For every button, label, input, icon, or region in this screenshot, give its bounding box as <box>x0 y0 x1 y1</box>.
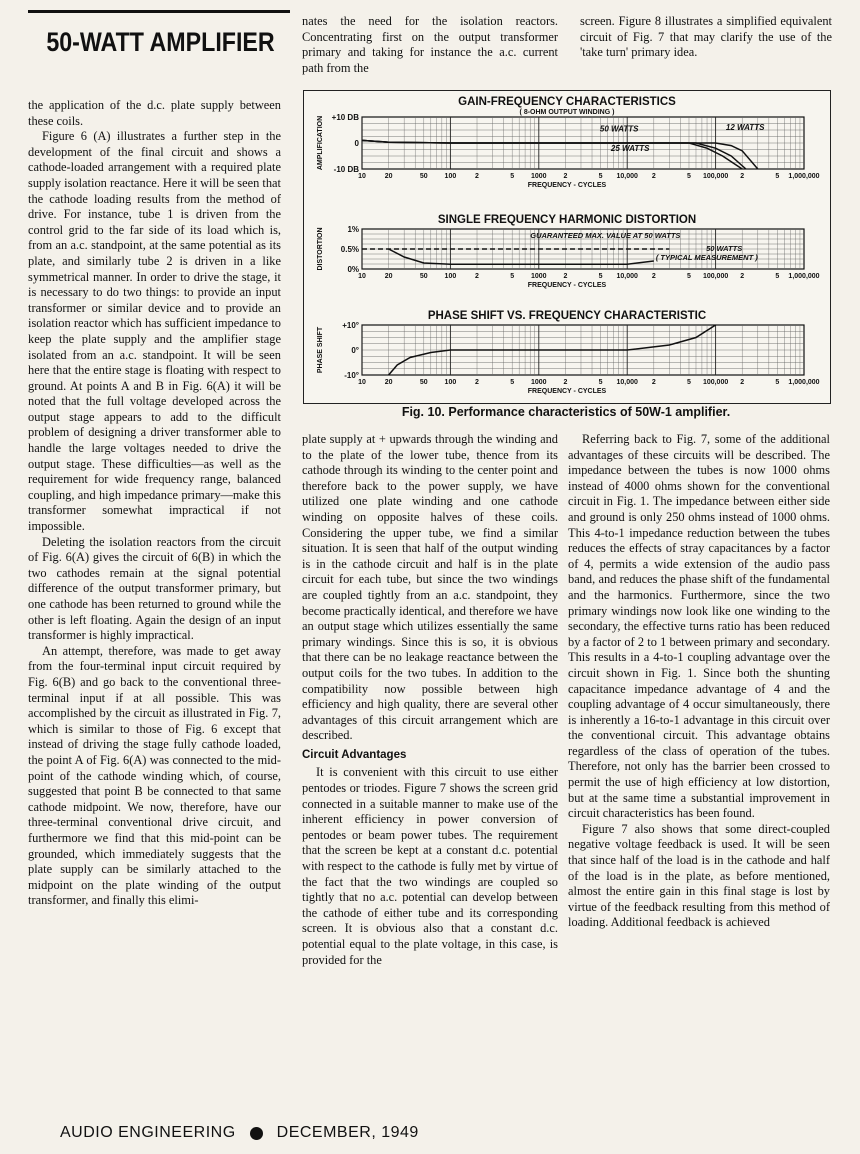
x-tick-label: 100 <box>444 379 457 386</box>
section-heading: Circuit Advantages <box>302 748 407 761</box>
performance-charts <box>304 91 830 403</box>
paragraph: Deleting the isolation reactors from the circuit of Fig. 6(A) gives the circuit of 6(B) in which the two cathodes remain at the signal potential difference of the output transformer primary, but one cathode has been returned to ground while the other is left floating. Again the design of an input transformer is highly impractical. <box>28 534 281 643</box>
paragraph: Figure 6 (A) illustrates a further step in the development of the final circuit and shows a cathode-loaded arrangement with a required plate supply isolation reactance. Here it will be seen that the cathode loading results from the method of drive. For instance, tube 1 is driven from the control grid to the far side of its load which is, from an a.c. standpoint, at the same potential as its plate, and similarly tube 2 is driven in a like symmetrical manner. In order to drive the stage, it is necessary to do two things: to provide an input transformer or similar device and to provide an isolation reactor which has sufficient impedance to keep the plate supply and the amplifier stage isolated from an a.c. standpoint. It will be seen here that the entire stage is floating with respect to ground. At points A and B in Fig. 6(A) it will be noted that the full voltage developed across the output stage appears to add to the difficult problem of designing a driver transformer able to handle the large voltages needed to drive the output stage. These difficulties—as well as the requirement for wide frequency range, balanced coupling, and high impedance primary—make this transformer somewhat impractical if not impossible. <box>28 129 281 534</box>
x-tick-label: 2 <box>740 379 745 386</box>
title-rule <box>28 10 290 13</box>
column-middle <box>302 432 558 1104</box>
x-tick-label: 2 <box>740 273 745 280</box>
x-tick-label: 50 <box>419 379 428 386</box>
series-line <box>362 140 746 169</box>
x-tick-label: 5 <box>510 173 515 180</box>
figure-10 <box>303 90 831 404</box>
series-label: 25 WATTS <box>610 143 650 153</box>
x-tick-label: 2 <box>651 379 656 386</box>
y-tick-label: 0° <box>351 346 359 355</box>
y-tick-label: 0% <box>347 265 359 274</box>
x-tick-label: 1000 <box>531 379 547 386</box>
x-tick-label: 20 <box>384 379 393 386</box>
x-tick-label: 10 <box>358 173 366 180</box>
x-tick-label: 5 <box>687 273 691 280</box>
x-tick-label: 2 <box>651 173 656 180</box>
x-tick-label: 5 <box>598 273 603 280</box>
paragraph: plate supply at + upwards through the winding and to the plate of the lower tube, thence from its cathode through its winding to the center point and therefore back to the power supply, we have utilized one plate winding and one cathode winding on opposite halves of these coils. Considering the upper tube, we find a similar situation. It is seen that half of the output winding is in the cathode circuit and half is in the plate circuit for each tube, but since the two windings are coupled tightly from an a.c. standpoint, they become practically identical, and therefore we have an output stage which utilizes essentially the same primary windings. Since this is so, it is obvious that there can be no leakage reactance between the output coils for the two tubes. In addition to the compatibility now possible between high efficiency and high quality, there are several other advantages of this circuit arrangement which are described. <box>302 432 558 743</box>
y-tick-label: -10° <box>344 371 359 380</box>
y-axis-label: PHASE SHIFT <box>317 326 324 374</box>
x-tick-label: 10,000 <box>616 379 638 386</box>
x-tick-label: 100,000 <box>702 273 729 280</box>
paragraph: It is convenient with this circuit to use either pentodes or triodes. Figure 7 shows the screen grid connected in a suitable manner to make use of the inherent efficiency in power conversion of pentodes or beam power tubes. The requirement that the screen be kept at a constant d.c. potential with respect to the cathode is fully met by virtue of the fact that the two windings are coupled so tightly that no a.c. potential can develop between the cathode of either tube and its corresponding screen. It is obvious also that a constant d.c. potential equal to the plate voltage, in this case, is provided for the <box>302 765 558 967</box>
y-tick-label: 0.5% <box>340 245 359 254</box>
chart-title: SINGLE FREQUENCY HARMONIC DISTORTION <box>437 214 697 226</box>
x-tick-label: 10 <box>358 379 366 386</box>
paragraph: nates the need for the isolation reactors. Concentrating first on the output transformer primary and taking for instance the a.c. current path from the <box>302 14 558 75</box>
annotation: ( TYPICAL MEASUREMENT ) <box>655 253 758 262</box>
figure-caption: Fig. 10. Performance characteristics of 50W-1 amplifier. <box>401 405 731 419</box>
issue-date: DECEMBER, 1949 <box>276 1124 419 1141</box>
x-tick-label: 5 <box>510 273 515 280</box>
x-tick-label: 5 <box>775 379 780 386</box>
article-title: 50-WATT AMPLIFIER <box>46 27 275 57</box>
annotation: 50 WATTS <box>706 244 743 253</box>
x-tick-label: 1,000,000 <box>788 173 820 180</box>
annotation: GUARANTEED MAX. VALUE AT 50 WATTS <box>530 231 681 240</box>
x-tick-label: 10,000 <box>616 273 638 280</box>
y-tick-label: +10 DB <box>331 113 359 122</box>
x-tick-label: 10 <box>358 273 366 280</box>
y-tick-label: 1% <box>347 225 359 234</box>
x-tick-label: 50 <box>419 173 428 180</box>
x-axis-label: FREQUENCY - CYCLES <box>527 388 607 395</box>
x-tick-label: 2 <box>475 173 479 180</box>
x-tick-label: 5 <box>775 173 780 180</box>
x-tick-label: 2 <box>740 173 745 180</box>
x-axis-label: FREQUENCY - CYCLES <box>527 182 607 189</box>
y-tick-label: +10° <box>342 321 359 330</box>
column-left <box>28 98 281 1138</box>
x-tick-label: 2 <box>475 273 479 280</box>
y-axis-label: AMPLIFICATION <box>317 115 324 171</box>
paragraph: An attempt, therefore, was made to get away from the four-terminal input circuit required by Fig. 6(B) and go back to the conventional three-terminal input if at all possible. This was accomplished by the circuit as illustrated in Fig. 7, which is similar to those of Fig. 6 except that instead of driving the stage fully cathode loaded, the point A of Fig. 6(A) was connected to the mid-point of the cathode winding which, of course, suggested that point B be connected to that same cathode midpoint. We now, therefore, have our three-terminal conventional drive circuit, and furthermore we find that this mid-point can be grounded, which immediately suggests that the plate supply can be similarly attached to the midpoint on the plate winding of the output transformer, and finally this elimi- <box>28 643 281 908</box>
x-tick-label: 2 <box>651 273 656 280</box>
x-tick-label: 50 <box>419 273 428 280</box>
x-tick-label: 5 <box>598 379 603 386</box>
y-tick-label: -10 DB <box>333 165 359 174</box>
x-tick-label: 5 <box>598 173 603 180</box>
chart-subtitle: ( 8-OHM OUTPUT WINDING ) <box>519 109 615 116</box>
series-line <box>362 140 758 169</box>
x-tick-label: 5 <box>510 379 515 386</box>
paragraph: the application of the d.c. plate supply between these coils. <box>28 98 281 128</box>
page-footer <box>60 1124 760 1142</box>
x-tick-label: 1000 <box>531 173 547 180</box>
series-label: 12 WATTS <box>725 123 765 132</box>
x-tick-label: 1000 <box>531 273 547 280</box>
x-tick-label: 100 <box>444 273 457 280</box>
column-middle-top <box>302 14 558 84</box>
x-tick-label: 5 <box>687 379 691 386</box>
paragraph: Referring back to Fig. 7, some of the additional advantages of these circuits will be described. The impedance between the tubes is now 1000 ohms instead of 4000 ohms shown for the conventional circuit in Fig. 1. The impedance between either side and ground is only 250 ohms instead of 1000 ohms. This 4-to-1 impedance reduction between the tubes reduces the effects of stray capacitances by a factor of 4, permits a wide extension of the audio pass band, and reduces the phase shift of the fundamental and the harmonics. Furthermore, since the two primary windings now look like one winding to the secondary, the effective turns ratio has been reduced by a factor of 2 to 1 between primary and secondary. This results in a 4-to-1 coupling advantage over the circuit shown in Fig. 1. Since both the shunting capacitance impedance advantage of 4 and the coupling advantage of 4 occur simultaneously, there is inherently a 16-to-1 advantage in this circuit over the conventional circuit. This advantage obtains regardless of the class of operation of the tubes. Therefore, not only has the barrier been crossed to permit the use of high efficiency at low distortion, but at the same time a substantial improvement in circuit characteristics has been found. <box>568 432 830 821</box>
series-line <box>362 140 742 169</box>
x-tick-label: 10,000 <box>616 173 638 180</box>
y-tick-label: 0 <box>354 139 359 148</box>
x-tick-label: 1,000,000 <box>788 379 820 386</box>
x-tick-label: 5 <box>687 173 691 180</box>
x-tick-label: 5 <box>775 273 780 280</box>
chart-title: PHASE SHIFT VS. FREQUENCY CHARACTERISTIC <box>427 310 707 322</box>
x-tick-label: 20 <box>384 173 393 180</box>
paragraph: Figure 7 also shows that some direct-coupled negative voltage feedback is used. It will be seen that since half of the load is in the cathode and half of the load is in the plate, as before mentioned, almost the entire gain in this final stage is lost by virtue of the feedback resulting from this method of loading. Additional feedback is achieved <box>568 821 830 930</box>
publication-name: AUDIO ENGINEERING <box>60 1124 236 1141</box>
x-tick-label: 2 <box>563 273 568 280</box>
x-tick-label: 2 <box>563 379 568 386</box>
title-block <box>28 10 290 58</box>
x-tick-label: 2 <box>563 173 568 180</box>
column-right <box>568 432 830 1104</box>
x-tick-label: 1,000,000 <box>788 273 820 280</box>
y-axis-label: DISTORTION <box>317 227 324 271</box>
series-line <box>389 249 654 264</box>
x-tick-label: 100,000 <box>702 379 729 386</box>
x-tick-label: 100,000 <box>702 173 729 180</box>
x-tick-label: 2 <box>475 379 479 386</box>
x-axis-label: FREQUENCY - CYCLES <box>527 282 607 289</box>
column-right-top <box>580 14 832 84</box>
paragraph: screen. Figure 8 illustrates a simplified equivalent circuit of Fig. 7 that may clarify the use of the 'take turn' primary idea. <box>580 14 832 60</box>
x-tick-label: 20 <box>384 273 393 280</box>
series-label: 50 WATTS <box>599 124 639 134</box>
chart-title: GAIN-FREQUENCY CHARACTERISTICS <box>458 96 676 108</box>
x-tick-label: 100 <box>444 173 457 180</box>
bullet-icon <box>250 1127 263 1140</box>
